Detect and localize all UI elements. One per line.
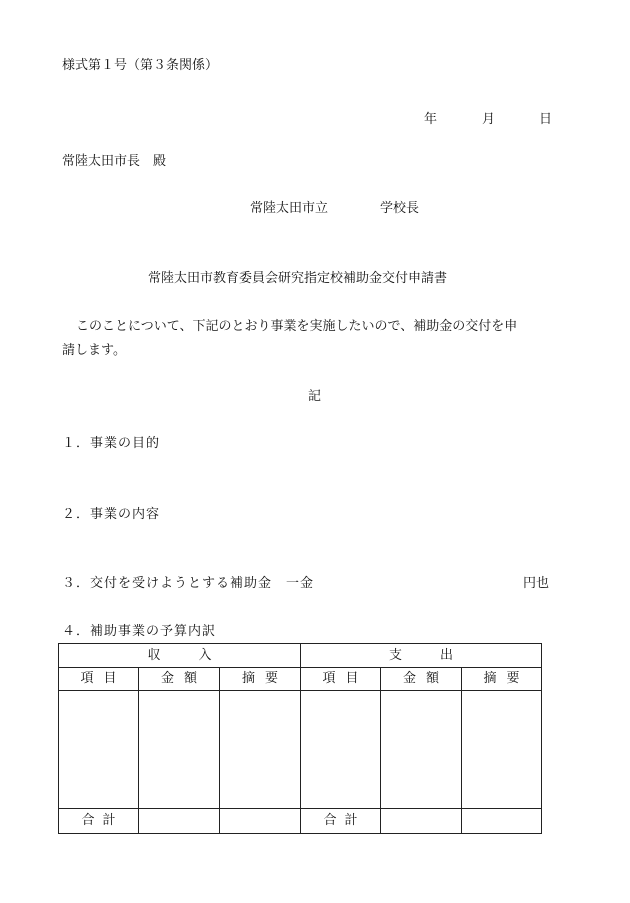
body-text-line-2: 請します。 (62, 343, 126, 358)
form-header: 様式第１号（第３条関係） (62, 58, 219, 73)
item-purpose: １．事業の目的 (62, 436, 161, 451)
expense-amount-cell (381, 691, 462, 809)
expense-total-note-cell (462, 809, 542, 834)
income-item-cell (59, 691, 139, 809)
income-col-item (59, 668, 139, 691)
item-budget-breakdown: ４．補助事業の予算内訳 (62, 624, 217, 639)
ki-heading: 記 (308, 389, 322, 404)
income-col-amount-label: 金額 (160, 671, 207, 686)
expense-col-item (301, 668, 381, 691)
expense-total-label-cell (301, 809, 381, 834)
expense-header (301, 644, 542, 668)
income-header (59, 644, 301, 668)
income-total-label-cell (59, 809, 139, 834)
income-amount-cell (139, 691, 220, 809)
income-total-note-cell (220, 809, 301, 834)
income-col-note-label: 摘要 (242, 671, 289, 686)
income-total-label: 合計 (81, 813, 124, 828)
income-col-item-label: 項目 (80, 671, 127, 686)
income-header-label: 収入 (147, 647, 250, 663)
expense-col-item-label: 項目 (322, 671, 369, 686)
income-col-note (220, 668, 301, 691)
applicant-school-suffix: 学校長 (380, 201, 420, 216)
income-total-amount-cell (139, 809, 220, 834)
date-year-label: 年 (424, 112, 438, 127)
expense-header-label: 支出 (389, 647, 492, 663)
income-col-amount (139, 668, 220, 691)
body-text-line-1: このことについて、下記のとおり事業を実施したいので、補助金の交付を申 (76, 319, 518, 334)
budget-table-subheader-row (59, 668, 542, 691)
expense-col-amount-label: 金額 (403, 671, 450, 686)
budget-table-header-row (59, 644, 542, 668)
expense-col-note (462, 668, 542, 691)
item-subsidy-amount: ３．交付を受けようとする補助金 一金 (62, 576, 315, 591)
applicant-school-prefix: 常陸太田市立 (250, 201, 329, 216)
budget-table-body-row (59, 691, 542, 809)
expense-total-amount-cell (381, 809, 462, 834)
date-day-label: 日 (539, 112, 553, 127)
budget-table (58, 643, 542, 834)
document-title: 常陸太田市教育委員会研究指定校補助金交付申請書 (148, 271, 448, 286)
expense-total-label: 合計 (323, 813, 366, 828)
income-note-cell (220, 691, 301, 809)
budget-table-total-row (59, 809, 542, 834)
expense-col-note-label: 摘要 (483, 671, 530, 686)
date-month-label: 月 (482, 112, 496, 127)
amount-unit: 円也 (523, 576, 550, 591)
item-content: ２．事業の内容 (62, 507, 161, 522)
expense-item-cell (301, 691, 381, 809)
expense-note-cell (462, 691, 542, 809)
addressee: 常陸太田市長 殿 (62, 154, 167, 169)
expense-col-amount (381, 668, 462, 691)
